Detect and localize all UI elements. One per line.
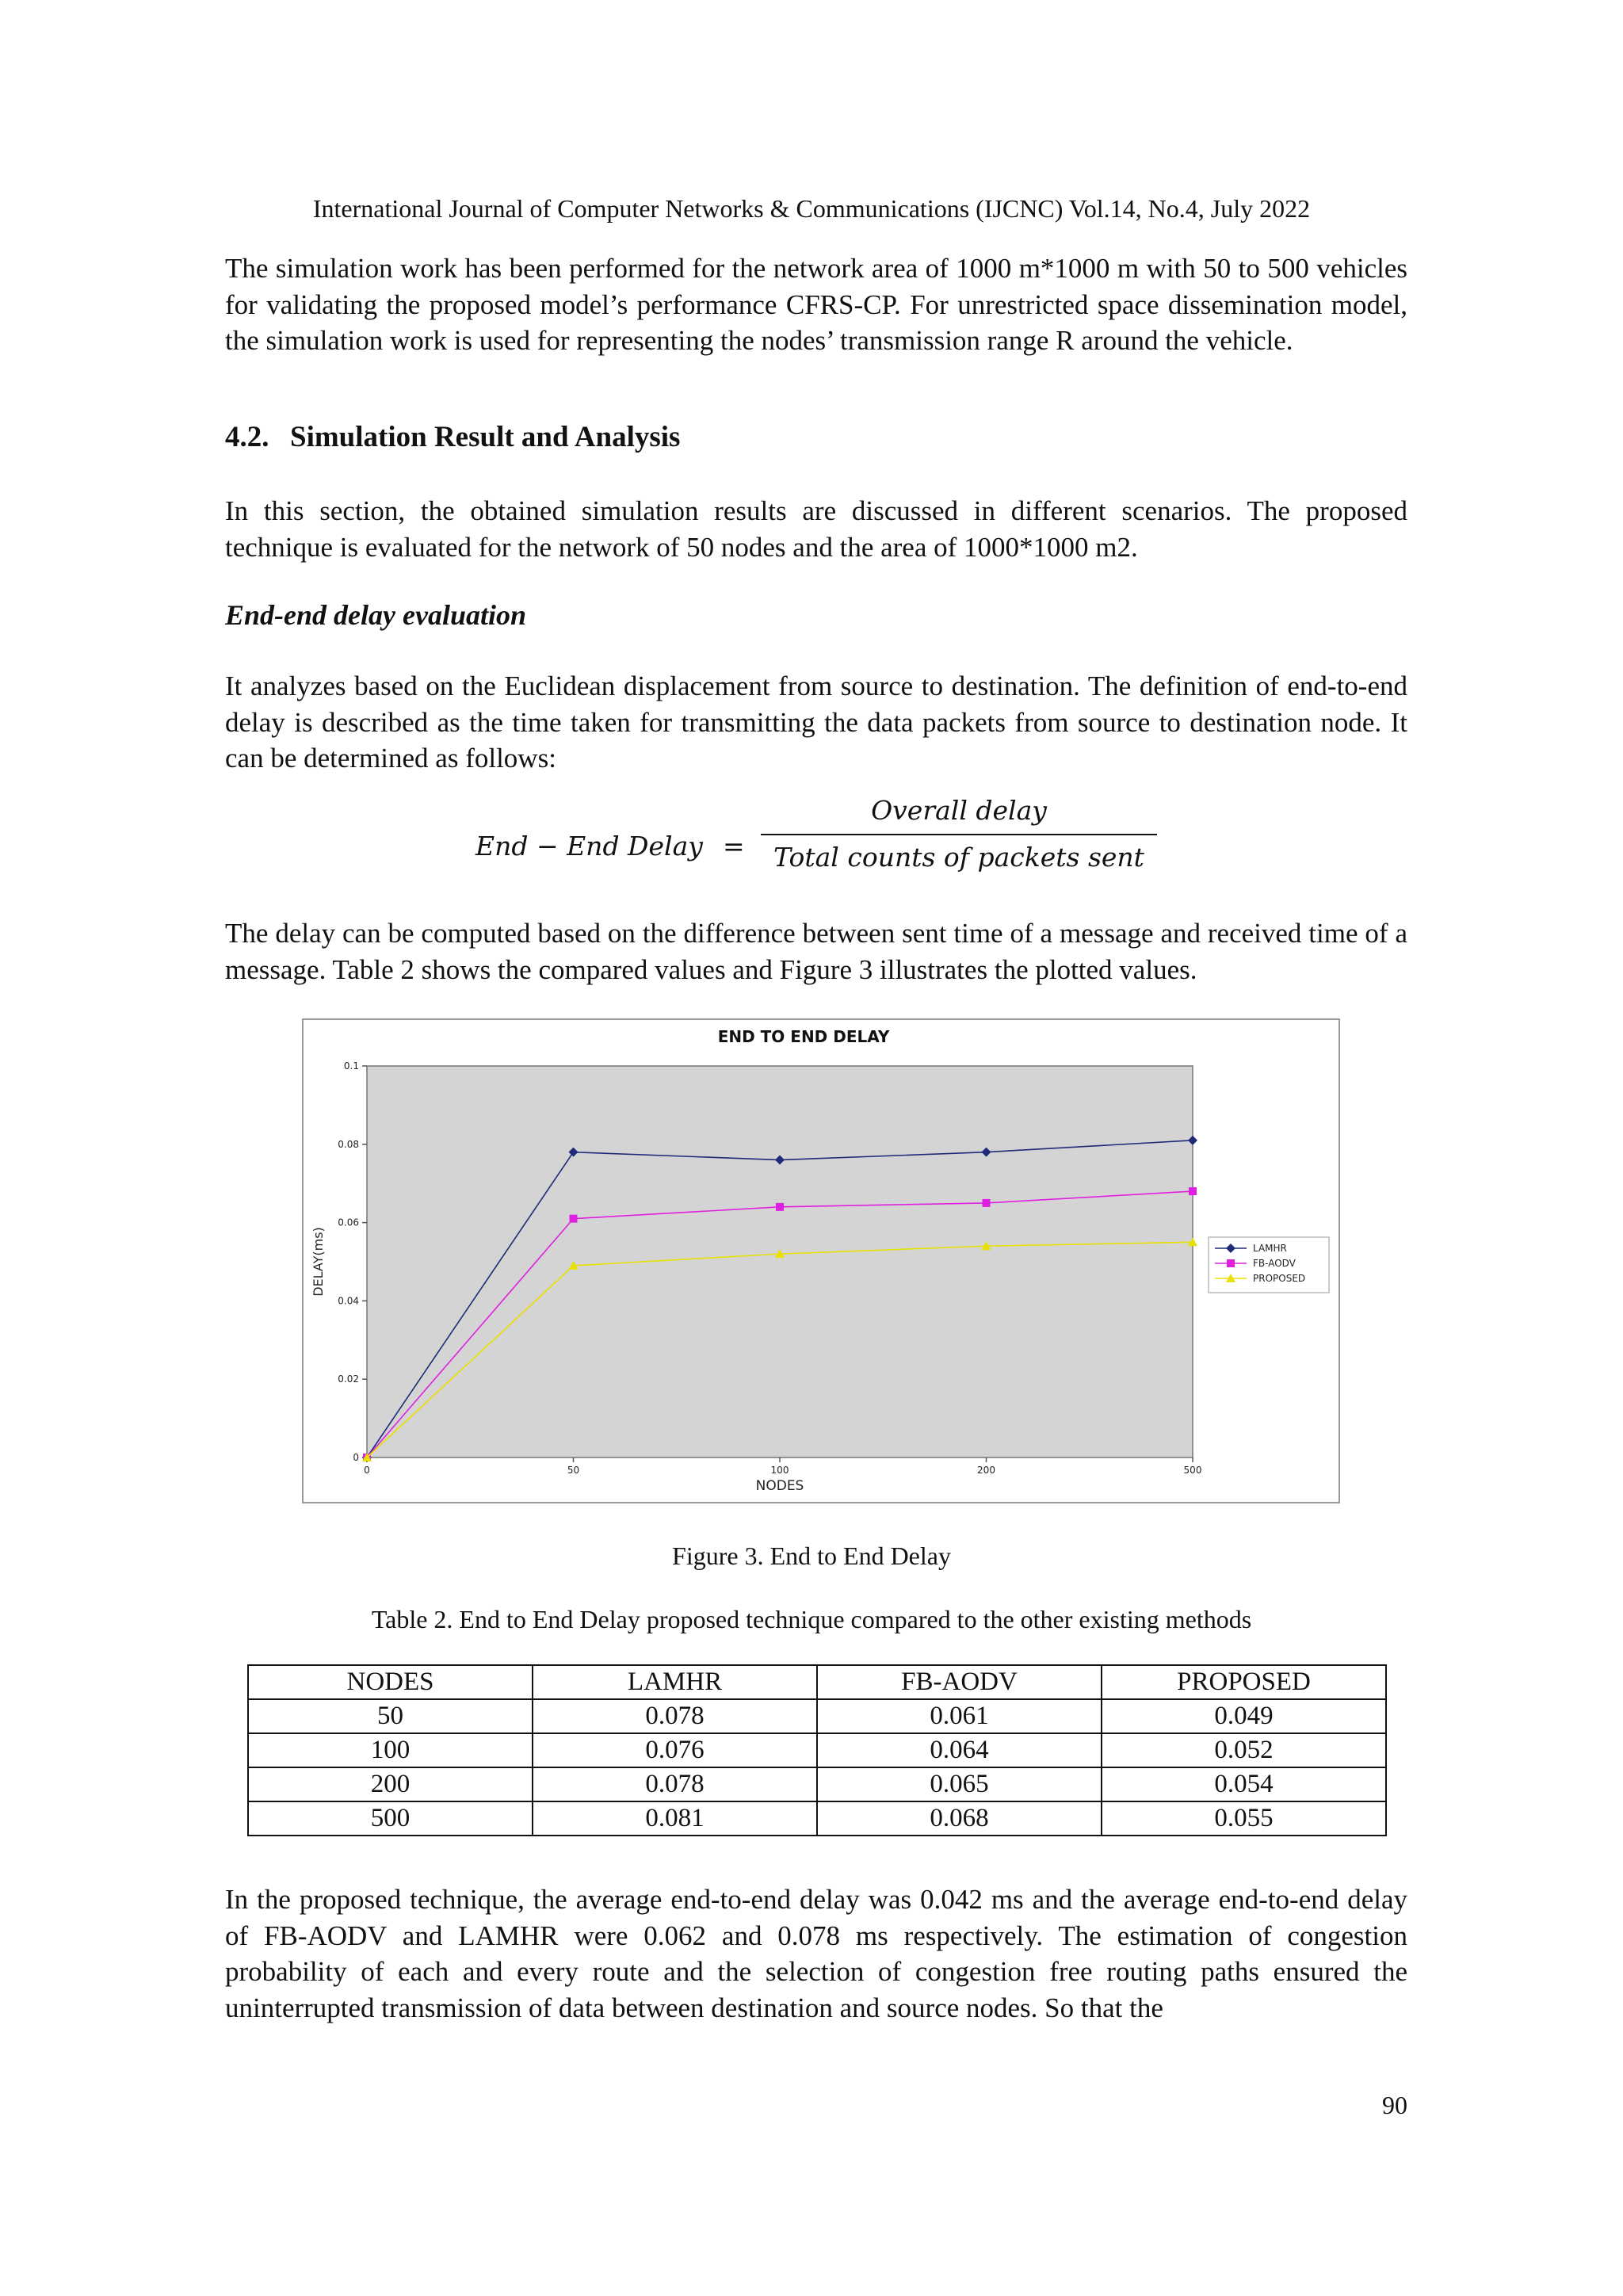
equation-denominator: Total counts of packets sent xyxy=(773,842,1144,873)
chart-title: END TO END DELAY xyxy=(717,1027,890,1046)
plot-area xyxy=(367,1066,1193,1457)
data-point-fb-aodv xyxy=(1189,1187,1197,1195)
equation-fraction xyxy=(761,795,1157,873)
figure-end-to-end-delay-chart xyxy=(302,1018,1340,1503)
table-row xyxy=(248,1767,1386,1801)
table-cell: 0.078 xyxy=(533,1699,817,1733)
subheading-end-end-delay: End-end delay evaluation xyxy=(225,599,526,631)
running-header: International Journal of Computer Networks & Communications (IJCNC) Vol.14, No.4, July 2022 xyxy=(312,194,1311,223)
delay-comparison-table xyxy=(247,1664,1387,1836)
x-tick-label: 200 xyxy=(977,1465,995,1476)
table-cell: 0.055 xyxy=(1102,1801,1386,1836)
y-tick-label: 0.04 xyxy=(338,1295,359,1307)
equation-numerator: Overall delay xyxy=(871,795,1047,826)
line-chart xyxy=(304,1020,1338,1502)
table-row xyxy=(248,1699,1386,1733)
table-header-cell: PROPOSED xyxy=(1102,1665,1386,1699)
equation-lhs: End − End Delay xyxy=(475,831,703,861)
section-heading xyxy=(225,420,680,454)
table-cell: 100 xyxy=(248,1733,533,1767)
table-caption: Table 2. End to End Delay proposed technique compared to the other existing methods xyxy=(371,1605,1252,1633)
table-header-cell: NODES xyxy=(248,1665,533,1699)
table-cell: 500 xyxy=(248,1801,533,1836)
equation-equals: = xyxy=(723,831,745,861)
legend-label: FB-AODV xyxy=(1253,1258,1296,1269)
section-number: 4.2. xyxy=(225,421,269,453)
table-cell: 0.049 xyxy=(1102,1699,1386,1733)
paragraph-delay-computation: The delay can be computed based on the difference between sent time of a message and received time of a message. Table 2 shows the compared values and Figure 3 illustrates the plotted values. xyxy=(225,918,1407,985)
x-tick-label: 0 xyxy=(364,1465,370,1476)
data-point-fb-aodv xyxy=(776,1203,784,1211)
legend-marker xyxy=(1227,1259,1235,1267)
table-row xyxy=(248,1733,1386,1767)
table-cell: 0.061 xyxy=(817,1699,1102,1733)
y-tick-label: 0.06 xyxy=(338,1217,359,1228)
table-cell: 0.065 xyxy=(817,1767,1102,1801)
equation-end-end-delay xyxy=(475,795,1189,890)
paragraph-simulation-setup: The simulation work has been performed for the network area of 1000 m*1000 m with 50 to 500 vehicles for validating the proposed model’s performance CFRS-CP. For unrestricted space dissemination model, the simulation work is used for representing the nodes’ transmission range R around the vehicle. xyxy=(225,253,1407,356)
table-cell: 0.081 xyxy=(533,1801,817,1836)
y-tick-label: 0.02 xyxy=(338,1373,359,1385)
section-title: Simulation Result and Analysis xyxy=(290,421,681,453)
paragraph-delay-definition: It analyzes based on the Euclidean displacement from source to destination. The definition of end-to-end delay is described as the time taken for transmitting the data packets from source to destination node. It can be determined as follows: xyxy=(225,670,1407,774)
table-header-cell: LAMHR xyxy=(533,1665,817,1699)
data-point-fb-aodv xyxy=(570,1215,578,1223)
legend-label: LAMHR xyxy=(1253,1243,1287,1254)
table-cell: 0.052 xyxy=(1102,1733,1386,1767)
x-tick-label: 100 xyxy=(770,1465,789,1476)
table-header-row xyxy=(248,1665,1386,1699)
table-header-cell: FB-AODV xyxy=(817,1665,1102,1699)
legend-label: PROPOSED xyxy=(1253,1273,1306,1284)
table-cell: 0.068 xyxy=(817,1801,1102,1836)
table-cell: 200 xyxy=(248,1767,533,1801)
figure-caption: Figure 3. End to End Delay xyxy=(672,1541,951,1570)
table-row xyxy=(248,1801,1386,1836)
table-cell: 0.064 xyxy=(817,1733,1102,1767)
y-tick-label: 0 xyxy=(353,1452,359,1463)
data-point-fb-aodv xyxy=(983,1199,991,1207)
table-cell: 0.078 xyxy=(533,1767,817,1801)
y-axis-label: DELAY(ms) xyxy=(311,1227,326,1297)
page-number: 90 xyxy=(1382,2091,1407,2119)
y-tick-label: 0.1 xyxy=(343,1060,359,1072)
x-tick-label: 50 xyxy=(567,1465,580,1476)
table-cell: 0.054 xyxy=(1102,1767,1386,1801)
paragraph-results-intro: In this section, the obtained simulation results are discussed in different scenarios. The proposed technique is evaluated for the network of 50 nodes and the area of 1000*1000 m2. xyxy=(225,495,1407,563)
table-cell: 0.076 xyxy=(533,1733,817,1767)
table-cell: 50 xyxy=(248,1699,533,1733)
y-tick-label: 0.08 xyxy=(338,1138,359,1150)
x-axis-label: NODES xyxy=(755,1478,804,1494)
x-tick-label: 500 xyxy=(1183,1465,1202,1476)
paragraph-results-discussion: In the proposed technique, the average end-to-end delay was 0.042 ms and the average end-to-end delay of FB-AODV and LAMHR were 0.062 and 0.078 ms respectively. The estimation of congestion probability of each and every route and the selection of congestion free routing paths ensured the uninterrupted transmission of data between destination and source nodes. So that the xyxy=(225,1884,1407,2023)
